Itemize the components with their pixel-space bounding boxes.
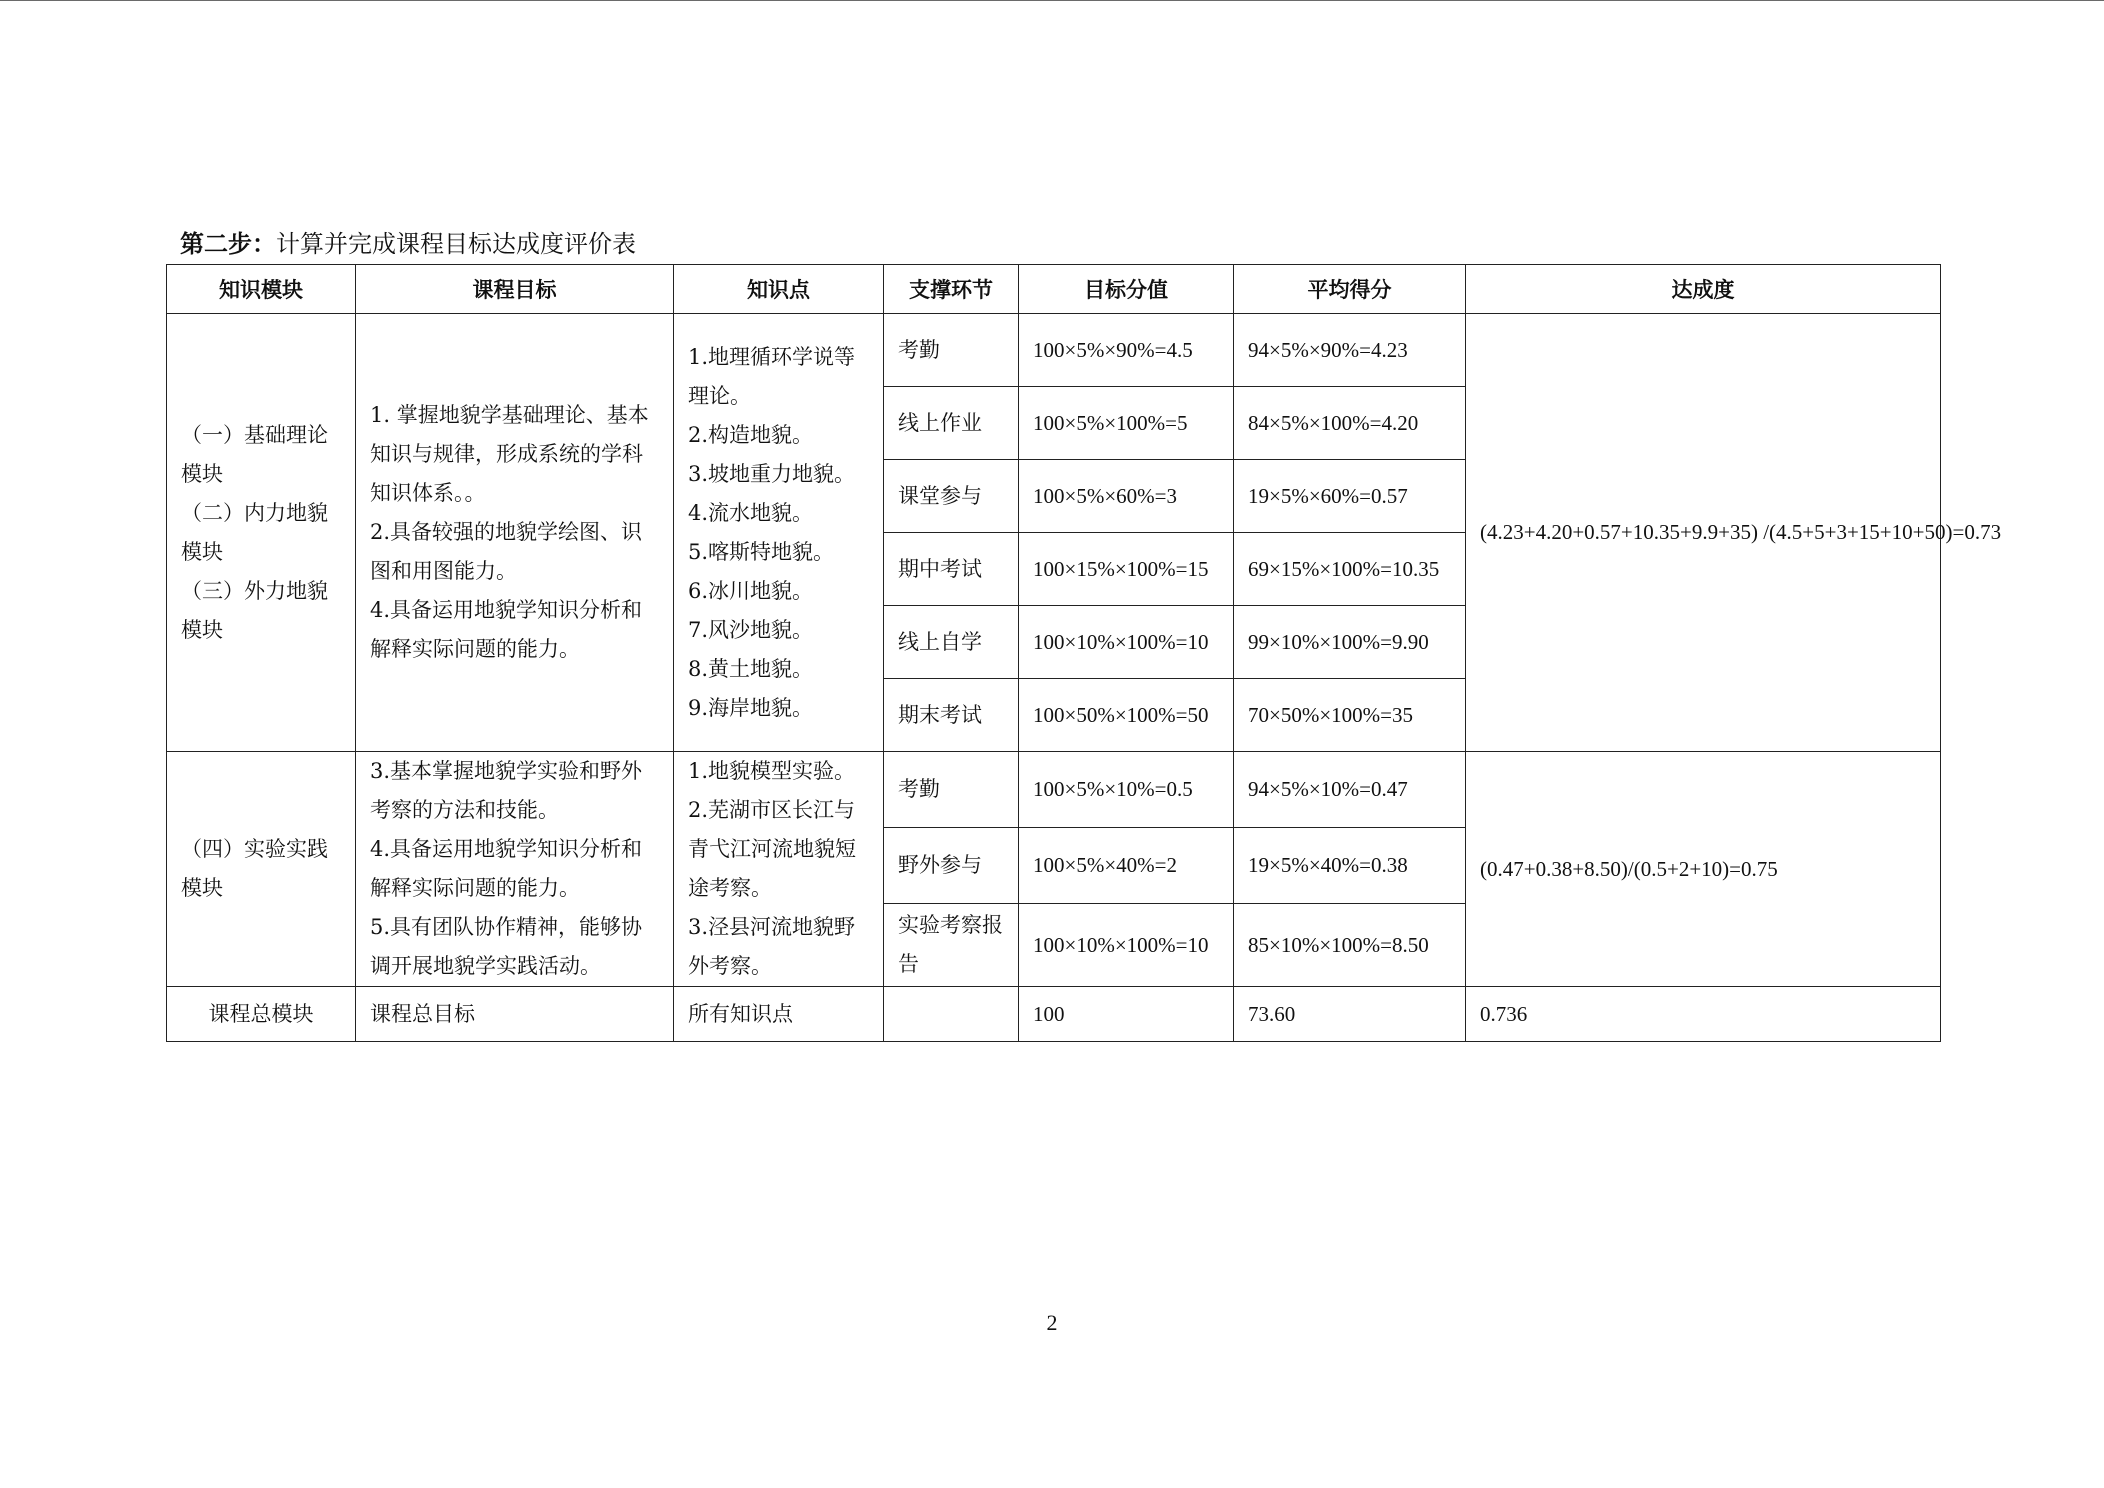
knowledge-point-cell: 1.地理循环学说等理论。 2.构造地貌。 3.坡地重力地貌。 4.流水地貌。 5.喀斯特地貌。 6.冰川地貌。 7.风沙地貌。 8.黄土地貌。 9.海岸地貌。	[674, 314, 884, 752]
table-header-row	[167, 265, 1941, 314]
total-goal-cell: 课程总目标	[356, 987, 674, 1042]
achievement-cell: (4.23+4.20+0.57+10.35+9.9+35) /(4.5+5+3+15+10+50)=0.73	[1466, 314, 1941, 752]
support-link-cell: 考勤	[884, 314, 1019, 387]
total-target-cell: 100	[1019, 987, 1234, 1042]
header-course-goal: 课程目标	[356, 265, 674, 314]
course-goal-cell: 3.基本掌握地貌学实验和野外考察的方法和技能。 4.具备运用地貌学知识分析和解释实际问题的能力。 5.具有团队协作精神，能够协调开展地貌学实践活动。	[356, 752, 674, 987]
average-score-cell: 94×5%×10%=0.47	[1234, 752, 1466, 828]
heading-step-label: 第二步：	[180, 229, 276, 258]
support-link-cell: 期末考试	[884, 679, 1019, 752]
total-link-cell	[884, 987, 1019, 1042]
target-score-cell: 100×5%×100%=5	[1019, 387, 1234, 460]
support-link-cell: 期中考试	[884, 533, 1019, 606]
header-average-score: 平均得分	[1234, 265, 1466, 314]
total-row	[167, 987, 1941, 1042]
module-cell: （四）实验实践模块	[167, 752, 356, 987]
target-score-cell: 100×5%×10%=0.5	[1019, 752, 1234, 828]
achievement-evaluation-table	[166, 264, 2002, 1042]
average-score-cell: 94×5%×90%=4.23	[1234, 314, 1466, 387]
average-score-cell: 85×10%×100%=8.50	[1234, 904, 1466, 987]
section-heading	[180, 226, 636, 262]
total-average-cell: 73.60	[1234, 987, 1466, 1042]
heading-title: 计算并完成课程目标达成度评价表	[276, 230, 636, 258]
total-module-cell: 课程总模块	[167, 987, 356, 1042]
support-link-cell: 线上自学	[884, 606, 1019, 679]
support-link-cell: 考勤	[884, 752, 1019, 828]
knowledge-point-cell: 1.地貌模型实验。 2.芜湖市区长江与青弋江河流地貌短途考察。 3.泾县河流地貌野外考察。	[674, 752, 884, 987]
average-score-cell: 19×5%×60%=0.57	[1234, 460, 1466, 533]
support-link-cell: 野外参与	[884, 828, 1019, 904]
support-link-cell: 线上作业	[884, 387, 1019, 460]
total-points-cell: 所有知识点	[674, 987, 884, 1042]
table-row	[167, 752, 1941, 828]
header-target-score: 目标分值	[1019, 265, 1234, 314]
header-module: 知识模块	[167, 265, 356, 314]
target-score-cell: 100×5%×90%=4.5	[1019, 314, 1234, 387]
module-cell: （一）基础理论模块 （二）内力地貌模块 （三）外力地貌模块	[167, 314, 356, 752]
target-score-cell: 100×5%×60%=3	[1019, 460, 1234, 533]
achievement-cell: (0.47+0.38+8.50)/(0.5+2+10)=0.75	[1466, 752, 1941, 987]
target-score-cell: 100×10%×100%=10	[1019, 904, 1234, 987]
target-score-cell: 100×10%×100%=10	[1019, 606, 1234, 679]
target-score-cell: 100×5%×40%=2	[1019, 828, 1234, 904]
header-knowledge-point: 知识点	[674, 265, 884, 314]
header-achievement: 达成度	[1466, 265, 1941, 314]
header-support-link: 支撑环节	[884, 265, 1019, 314]
page-number: 2	[1046, 1310, 1058, 1335]
course-goal-cell: 1. 掌握地貌学基础理论、基本知识与规律，形成系统的学科知识体系。。 2.具备较强的地貌学绘图、识图和用图能力。 4.具备运用地貌学知识分析和解释实际问题的能力。	[356, 314, 674, 752]
page-top-border	[0, 0, 2104, 1]
average-score-cell: 99×10%×100%=9.90	[1234, 606, 1466, 679]
total-achievement-cell: 0.736	[1466, 987, 1941, 1042]
average-score-cell: 70×50%×100%=35	[1234, 679, 1466, 752]
target-score-cell: 100×15%×100%=15	[1019, 533, 1234, 606]
average-score-cell: 19×5%×40%=0.38	[1234, 828, 1466, 904]
average-score-cell: 84×5%×100%=4.20	[1234, 387, 1466, 460]
average-score-cell: 69×15%×100%=10.35	[1234, 533, 1466, 606]
support-link-cell: 实验考察报告	[884, 904, 1019, 987]
target-score-cell: 100×50%×100%=50	[1019, 679, 1234, 752]
support-link-cell: 课堂参与	[884, 460, 1019, 533]
table-row	[167, 314, 1941, 387]
